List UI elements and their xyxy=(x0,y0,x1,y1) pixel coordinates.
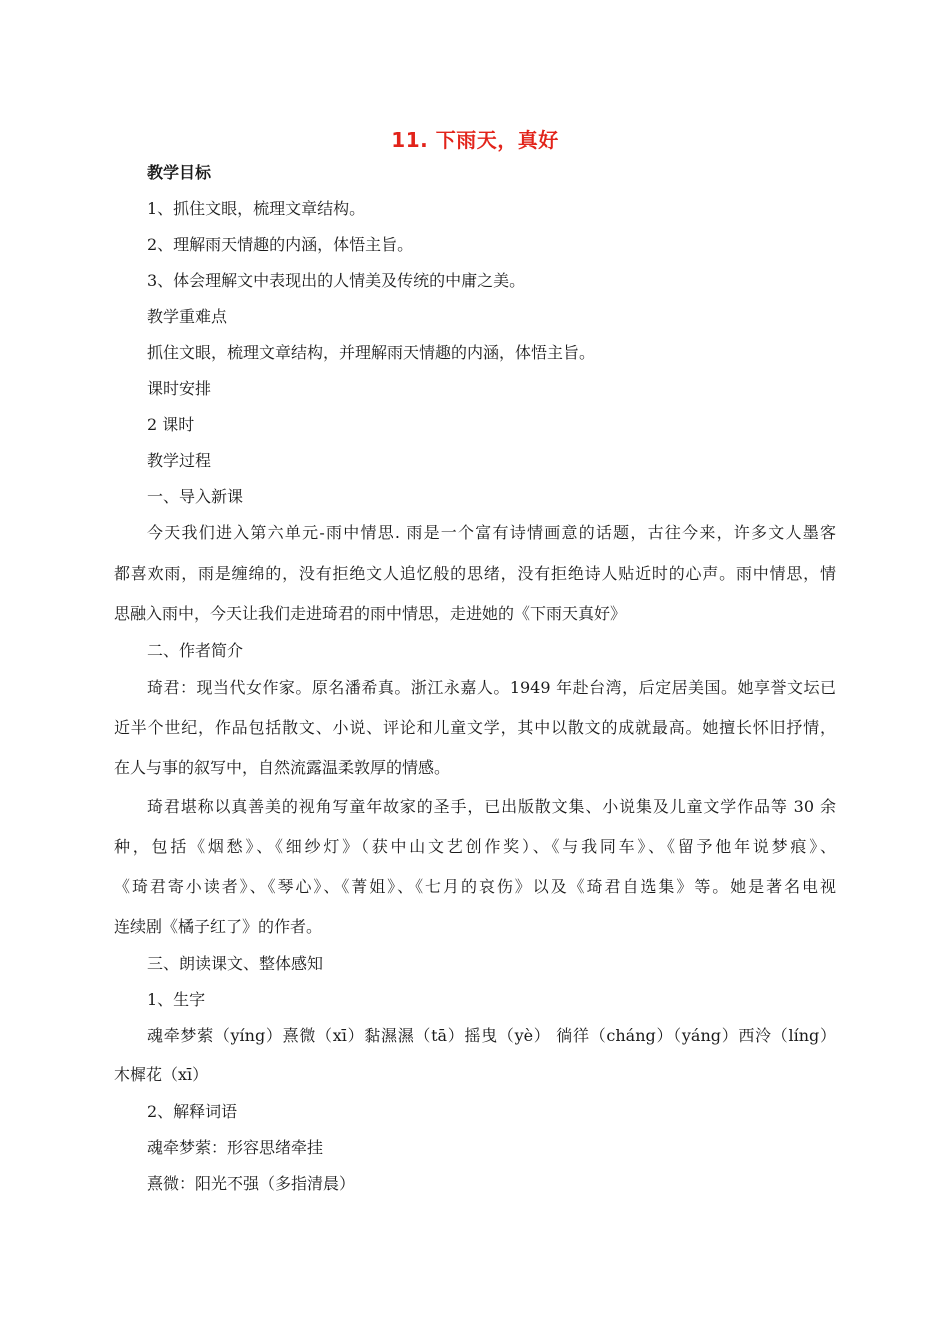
key-points-text: 抓住文眼，梳理文章结构，并理解雨天情趣的内涵，体悟主旨。 xyxy=(147,343,596,362)
objectives-heading: 教学目标 xyxy=(147,163,212,182)
definition-item: 魂牵梦萦：形容思绪牵挂 xyxy=(147,1138,324,1157)
document-title: 11. 下雨天，真好 xyxy=(391,128,559,152)
paragraph-line: 琦君堪称以真善美的视角写童年故家的圣手，已出版散文集、小说集及儿童文学作品等 30 余 xyxy=(147,797,836,816)
section-heading: 二、作者简介 xyxy=(147,641,244,660)
paragraph-line: 木樨花（xī） xyxy=(114,1065,209,1084)
paragraph-line: 今天我们进入第六单元-雨中情思. 雨是一个富有诗情画意的话题，古往今来，许多文人墨客 xyxy=(147,523,836,542)
objective-item: 2、理解雨天情趣的内涵，体悟主旨。 xyxy=(147,235,414,254)
paragraph-line: 种，包括《烟愁》、《细纱灯》（获中山文艺创作奖）、《与我同车》、《留予他年说梦痕》、 xyxy=(114,837,836,856)
paragraph-line: 在人与事的叙写中，自然流露温柔敦厚的情感。 xyxy=(114,758,451,777)
subsection-heading: 1、生字 xyxy=(147,990,206,1009)
paragraph-line: 思融入雨中，今天让我们走进琦君的雨中情思，走进她的《下雨天真好》 xyxy=(114,604,627,623)
section-heading: 一、导入新课 xyxy=(147,487,244,506)
subsection-heading: 2、解释词语 xyxy=(147,1102,238,1121)
paragraph-line: 《琦君寄小读者》、《琴心》、《菁姐》、《七月的哀伤》以及《琦君自选集》等。她是著名电视 xyxy=(114,877,836,896)
key-points-heading: 教学重难点 xyxy=(147,307,228,326)
paragraph-line: 魂牵梦萦（yíng）熹微（xī）黏濕濕（tā）摇曳（yè） 徜徉（cháng）（yáng）西泠（líng） xyxy=(147,1026,836,1045)
paragraph-line: 连续剧《橘子红了》的作者。 xyxy=(114,917,323,936)
paragraph-line: 都喜欢雨，雨是缠绵的，没有拒绝文人追忆般的思绪，没有拒绝诗人贴近时的心声。雨中情思，情 xyxy=(114,564,836,583)
schedule-heading: 课时安排 xyxy=(147,379,212,398)
process-heading: 教学过程 xyxy=(147,451,212,470)
objective-item: 3、体会理解文中表现出的人情美及传统的中庸之美。 xyxy=(147,271,526,290)
paragraph-line: 近半个世纪，作品包括散文、小说、评论和儿童文学，其中以散文的成就最高。她擅长怀旧抒情， xyxy=(114,718,836,737)
section-heading: 三、朗读课文、整体感知 xyxy=(147,954,324,973)
definition-item: 熹微：阳光不强（多指清晨） xyxy=(147,1174,356,1193)
objective-item: 1、抓住文眼，梳理文章结构。 xyxy=(147,199,366,218)
paragraph-line: 琦君：现当代女作家。原名潘希真。浙江永嘉人。1949 年赴台湾，后定居美国。她享誉文坛已 xyxy=(147,678,836,697)
schedule-text: 2 课时 xyxy=(147,415,195,434)
